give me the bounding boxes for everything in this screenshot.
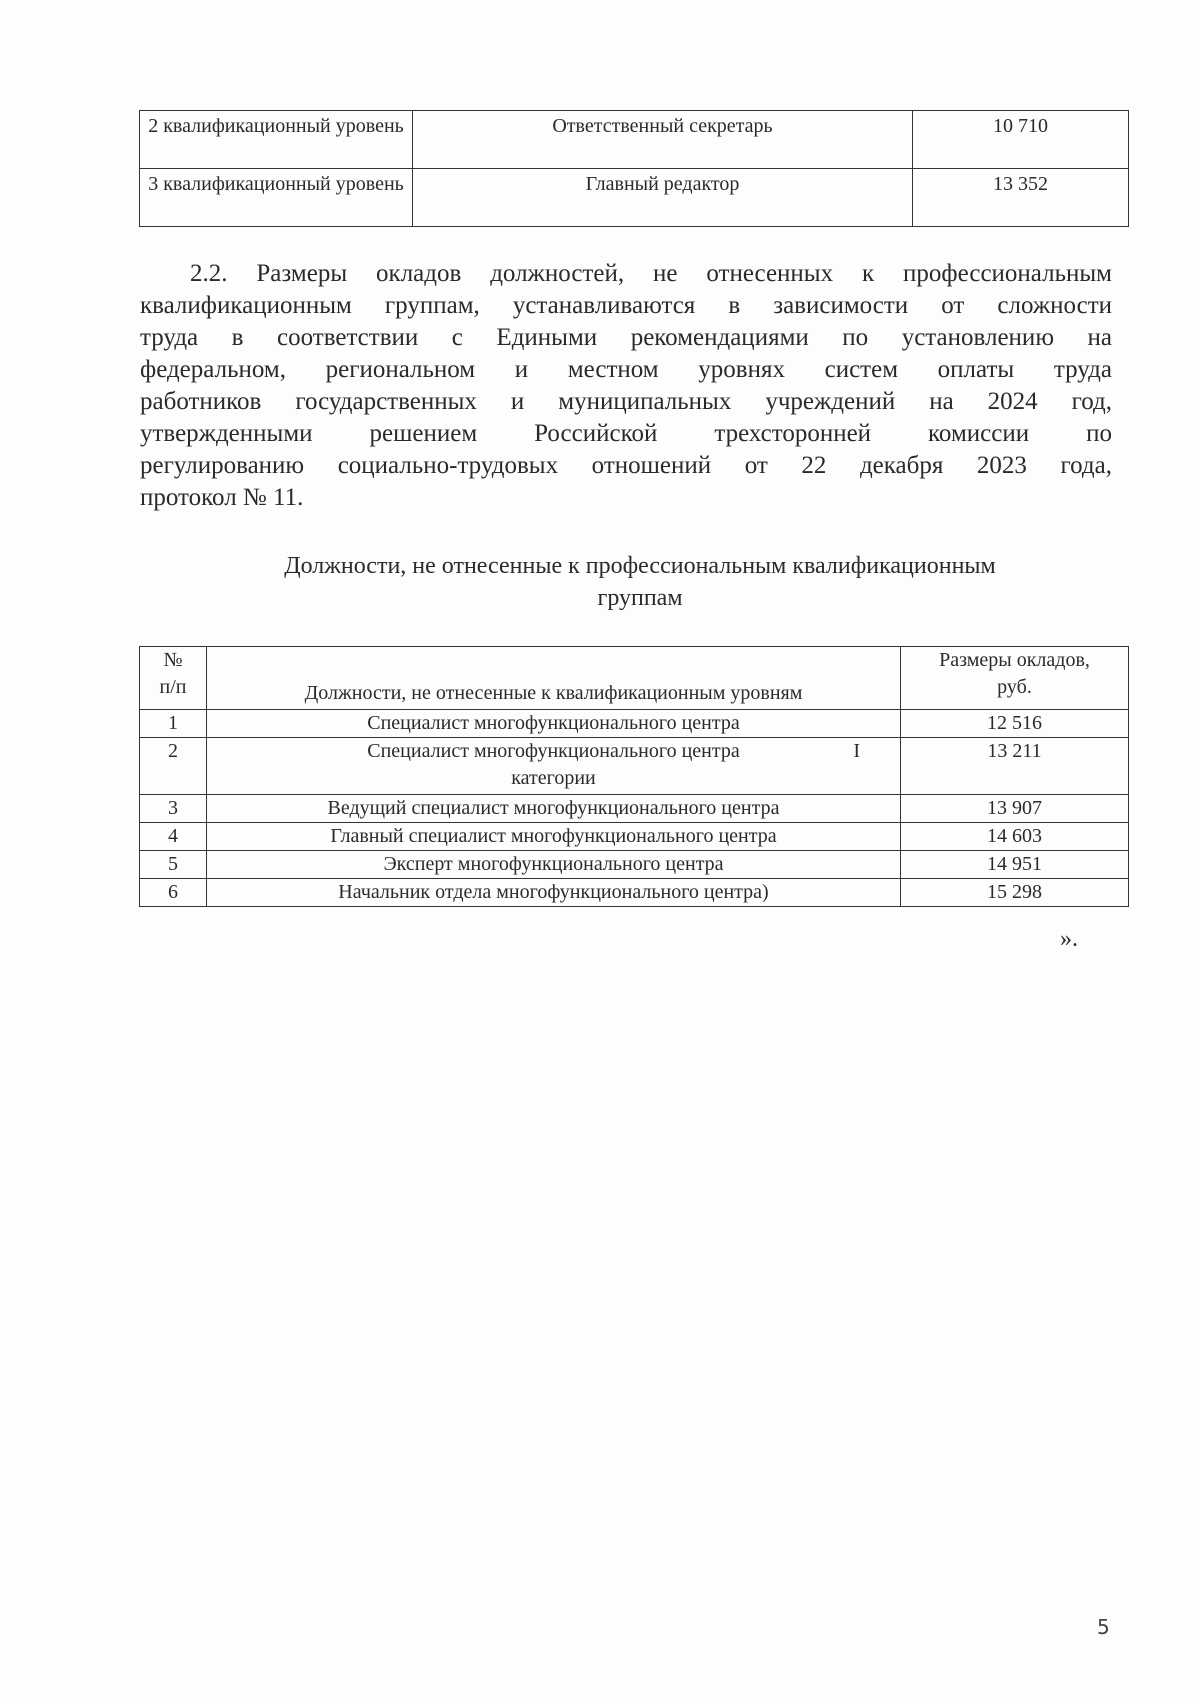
- row-salary: 15 298: [901, 879, 1129, 907]
- salary-cell: 13 352: [913, 169, 1129, 227]
- table-row: [140, 169, 1129, 227]
- category-numeral: I: [853, 740, 860, 762]
- row-position: Ведущий специалист многофункционального центра: [207, 795, 901, 823]
- row-position: [207, 738, 901, 795]
- header-num: [140, 647, 207, 710]
- salary-cell: 10 710: [913, 111, 1129, 169]
- table-row: [140, 795, 1129, 823]
- paragraph-line: регулированию социально-трудовых отношений от 22 декабря 2023 года,: [140, 452, 1112, 479]
- row-salary: 13 211: [901, 738, 1129, 795]
- header-salary-line: Размеры окладов,: [939, 649, 1090, 671]
- position-line: категории: [511, 767, 596, 789]
- row-salary: 14 603: [901, 823, 1129, 851]
- row-num: 1: [140, 710, 207, 738]
- heading-line: Должности, не отнесенные к профессиональным квалификационным: [284, 553, 996, 579]
- table-row: [140, 823, 1129, 851]
- paragraph-line: федеральном, региональном и местном уровнях систем оплаты труда: [140, 356, 1112, 383]
- section-heading: [200, 550, 1080, 614]
- header-salary: [901, 647, 1129, 710]
- row-salary: 12 516: [901, 710, 1129, 738]
- table-row: [140, 738, 1129, 795]
- row-num: 6: [140, 879, 207, 907]
- row-position: Эксперт многофункционального центра: [207, 851, 901, 879]
- row-position: Специалист многофункционального центра: [207, 710, 901, 738]
- row-num: 2: [140, 738, 207, 795]
- row-position: Главный специалист многофункционального центра: [207, 823, 901, 851]
- table-row: [140, 111, 1129, 169]
- row-salary: 14 951: [901, 851, 1129, 879]
- page-number: 5: [1097, 1615, 1110, 1639]
- table-row: [140, 851, 1129, 879]
- paragraph-line: утвержденными решением Российской трехсторонней комиссии по: [140, 420, 1112, 447]
- table-row: [140, 710, 1129, 738]
- paragraph-line: работников государственных и муниципальных учреждений на 2024 год,: [140, 388, 1112, 415]
- closing-quote-mark: ».: [1060, 926, 1078, 952]
- row-position: Начальник отдела многофункционального центра): [207, 879, 901, 907]
- paragraph-line: 2.2. Размеры окладов должностей, не отнесенных к профессиональным: [190, 260, 1112, 287]
- paragraph-2-2: [140, 258, 1112, 514]
- header-num-line: п/п: [159, 676, 187, 698]
- position-cell: Ответственный секретарь: [413, 111, 913, 169]
- paragraph-line: квалификационным группам, устанавливаются в зависимости от сложности: [140, 292, 1112, 319]
- paragraph-line: труда в соответствии с Едиными рекомендациями по установлению на: [140, 324, 1112, 351]
- header-salary-line: руб.: [997, 676, 1032, 698]
- table-row: [140, 879, 1129, 907]
- paragraph-line: протокол № 11.: [140, 484, 304, 511]
- position-line: [207, 738, 900, 765]
- position-text: Специалист многофункционального центра: [367, 740, 740, 762]
- level-cell: 2 квалификационный уровень: [140, 111, 413, 169]
- heading-line: группам: [597, 585, 683, 611]
- header-num-line: №: [163, 649, 183, 671]
- qualification-levels-table: [139, 110, 1129, 227]
- row-num: 3: [140, 795, 207, 823]
- positions-salary-table: [139, 646, 1129, 907]
- header-position: Должности, не отнесенные к квалификационным уровням: [207, 647, 901, 710]
- row-num: 5: [140, 851, 207, 879]
- row-num: 4: [140, 823, 207, 851]
- position-cell: Главный редактор: [413, 169, 913, 227]
- table-header-row: [140, 647, 1129, 710]
- row-salary: 13 907: [901, 795, 1129, 823]
- level-cell: 3 квалификационный уровень: [140, 169, 413, 227]
